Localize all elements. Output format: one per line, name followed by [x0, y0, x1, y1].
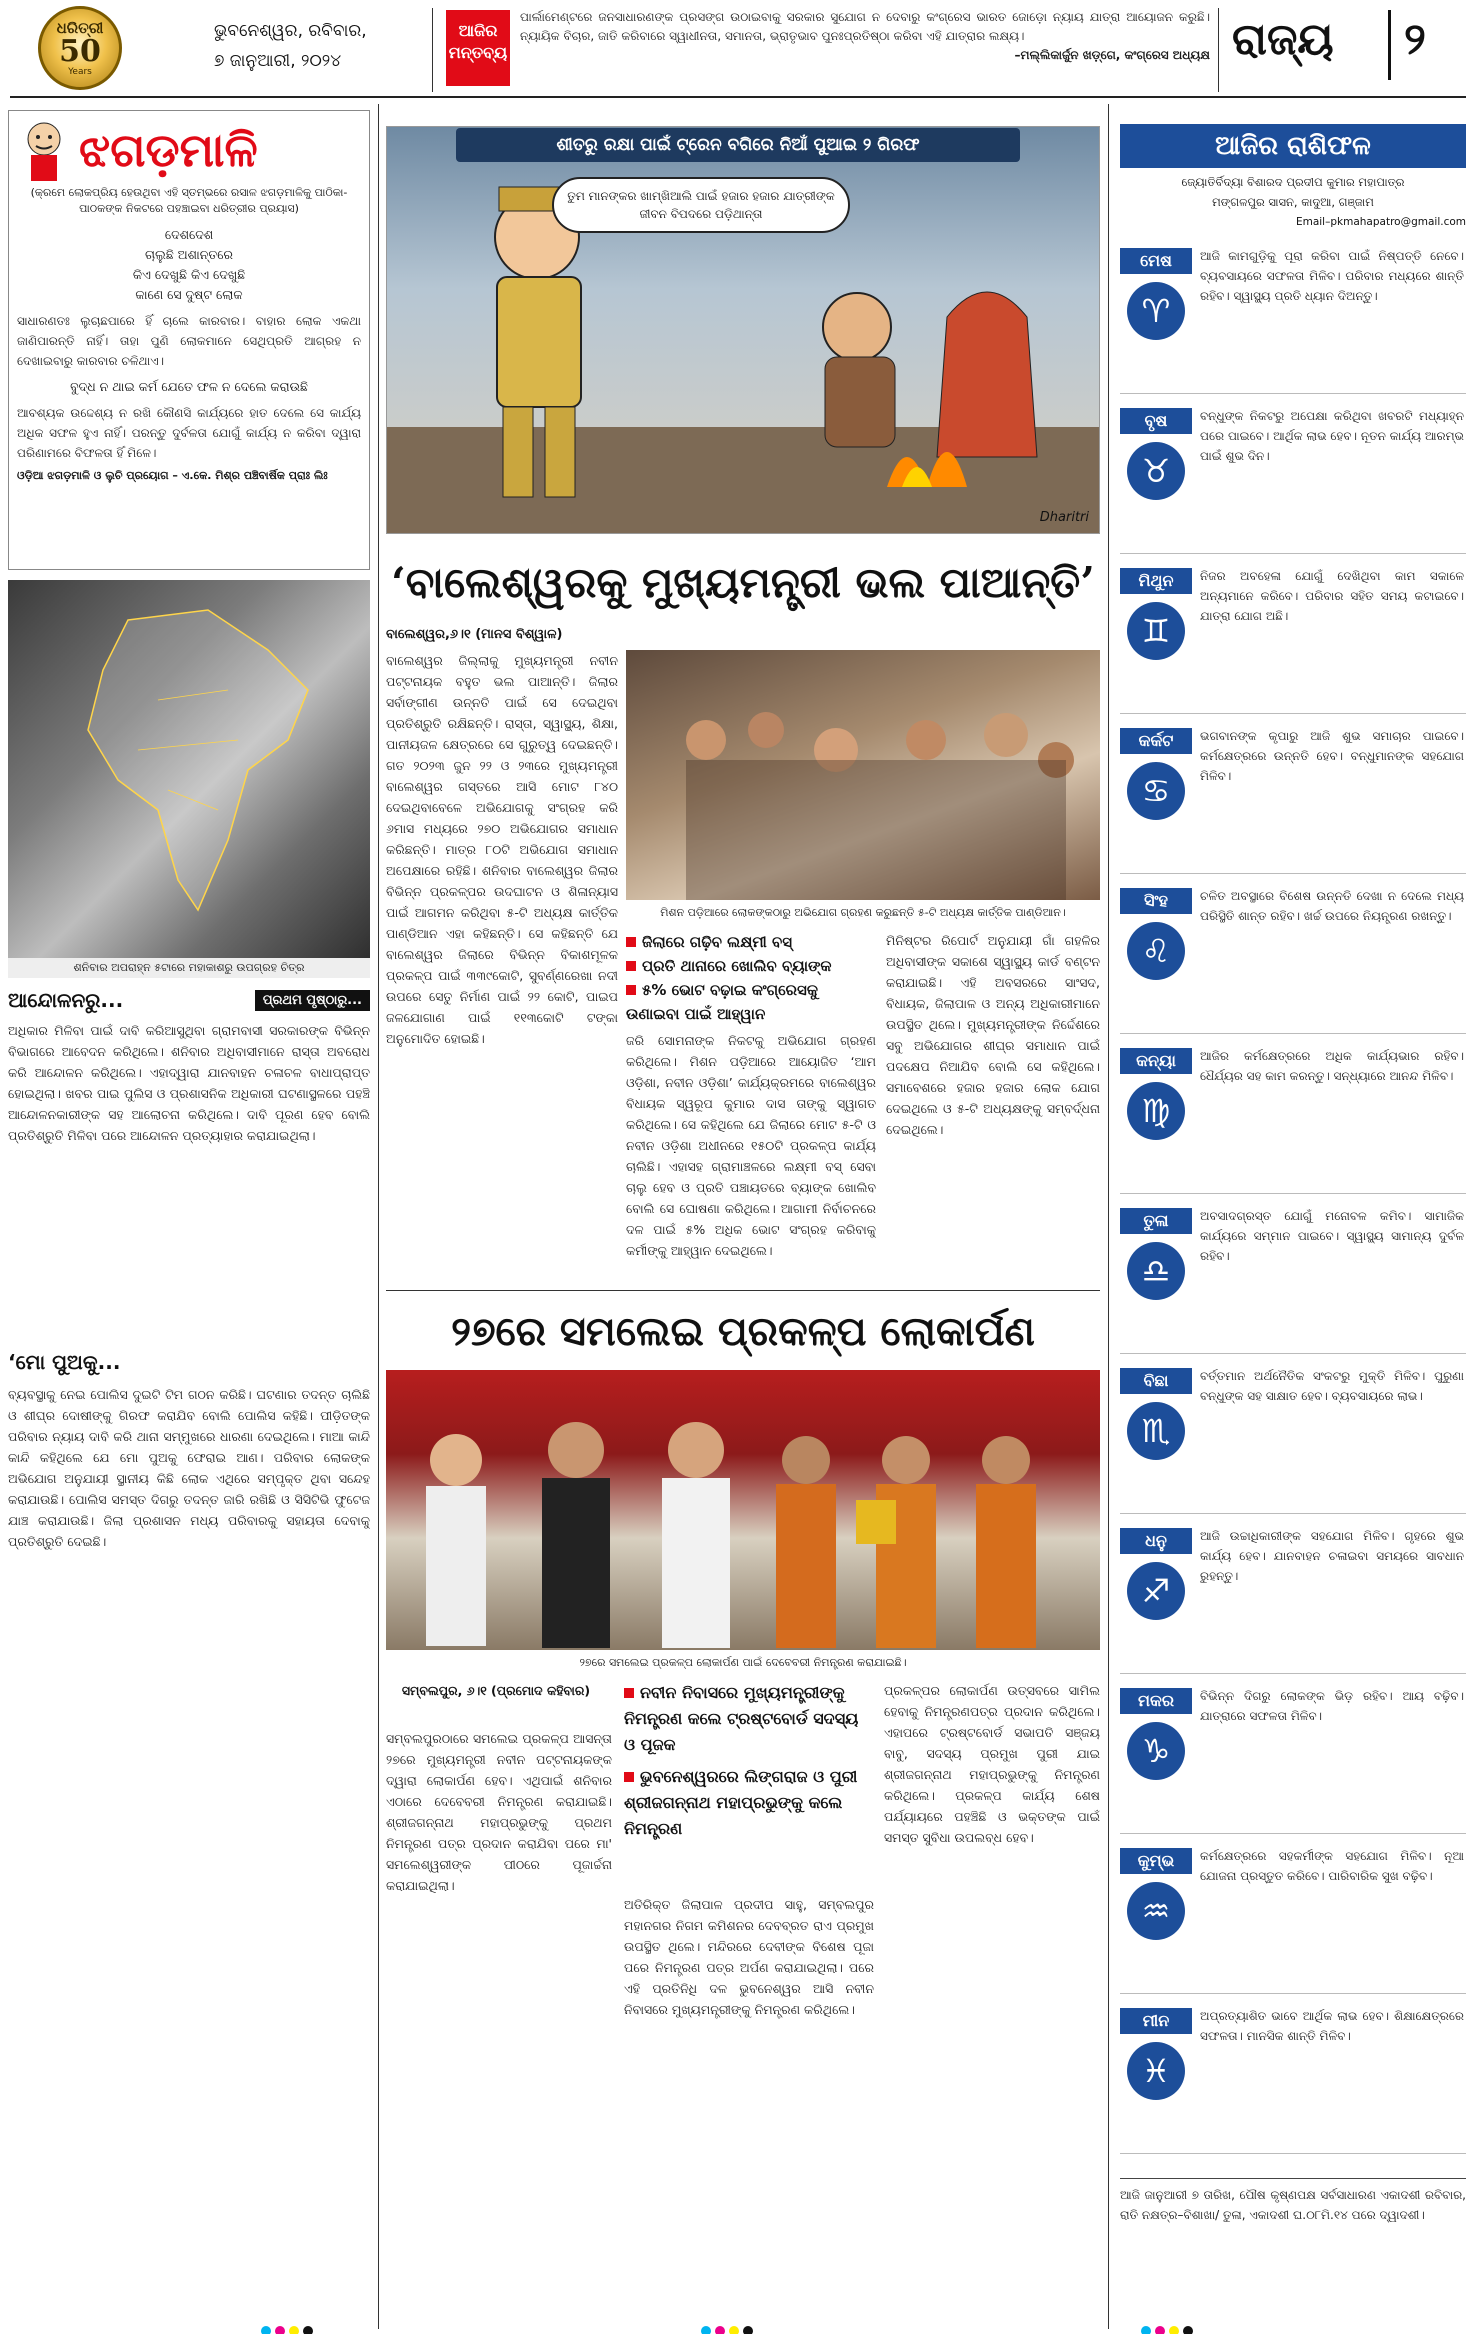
zodiac-symbol-icon: ♌	[1127, 922, 1185, 980]
rashi-name-label: ବୃଷ	[1120, 408, 1192, 434]
bullet-square-icon	[626, 961, 636, 971]
today-quote-tag	[446, 10, 510, 86]
jhagadamali-poem	[9, 219, 369, 311]
india-map-outline	[8, 580, 370, 960]
satellite-image[interactable]	[8, 580, 370, 960]
rashi-prediction-text: ଅପ୍ରତ୍ୟାଶିତ ଭାବେ ଆର୍ଥିକ ଲାଭ ହେବ। ଶିକ୍ଷାକ୍ଷେତ୍ରରେ ସଫଳତା। ମାନସିକ ଶାନ୍ତି ମିଳିବ।	[1200, 2009, 1464, 2043]
zodiac-symbol-icon: ♐	[1127, 1562, 1185, 1620]
print-registration-marks	[260, 2322, 320, 2334]
rashi-prediction-text: ବିଭିନ୍ନ ଦିଗରୁ ଲୋକଙ୍କ ଭିଡ଼ ରହିବ। ଆୟ ବଢ଼ିବ। ଯାତ୍ରାରେ ସଫଳତା ମିଳିବ।	[1200, 1689, 1464, 1723]
rashi-name-label: କୁମ୍ଭ	[1120, 1848, 1192, 1874]
horoscope-footer-panjika: ଆଜି ଜାନୁଆରୀ ୭ ତାରିଖ, ପୌଷ କୃଷ୍ଣପକ୍ଷ ସର୍ବସାଧାରଣ ଏକାଦଶୀ ରବିବାର, ରାତି ନକ୍ଷତ୍ର–ବିଶାଖା/ ତୁଳା, ଏକାଦଶୀ ଘ.୦୮ମି.୧୪ ପରେ ଦ୍ୱାଦଶୀ।	[1120, 2178, 1466, 2328]
quote-text: ପାର୍ଲାମେଣ୍ଟରେ ଜନସାଧାରଣଙ୍କ ପ୍ରସଙ୍ଗ ଉଠାଇବାକୁ ସରକାର ସୁଯୋଗ ନ ଦେବାରୁ କଂଗ୍ରେସ ଭାରତ ଜୋଡ଼ୋ ନ୍ୟାୟ ଯାତ୍ରା ଆୟୋଜନ କରୁଛି। ନ୍ୟାୟିକ ବିଚାର, ଜାତି କରିବାରେ ସ୍ୱାଧୀନତା, ସମାନତା, ଭ୍ରାତୃଭାବ ପୁନଃପ୍ରତିଷ୍ଠା କରିବା ଏହି ଯାତ୍ରାର ଲକ୍ଷ୍ୟ।	[520, 10, 1210, 43]
astrologer-email[interactable]: Email–pkmahapatro@gmail.com	[1295, 216, 1466, 228]
jhagadamali-title: ଝଗଡ଼ମାଳି	[79, 123, 258, 177]
today-quote	[520, 8, 1210, 88]
bullet-square-icon	[624, 1772, 634, 1782]
zodiac-symbol-icon: ♉	[1127, 442, 1185, 500]
dateline-date: ୭ ଜାନୁଆରୀ, ୨୦୨୪	[214, 51, 342, 71]
rashi-name-label: ବିଛା	[1120, 1368, 1192, 1394]
print-registration-marks	[1140, 2322, 1200, 2334]
main-story-col3: ମିନିଷ୍ଟର ରିପୋର୍ଟ ଅନୁଯାୟୀ ଗାଁ ଗହଳିର ଅଧିବାସୀଙ୍କ ସକାଶେ ସ୍ୱାସ୍ଥ୍ୟ କାର୍ଡ ବଣ୍ଟନ କରାଯାଇଛି। ଏହି ଅବସରରେ ସାଂସଦ, ବିଧାୟକ, ଜିଲାପାଳ ଓ ଅନ୍ୟ ଅଧିକାରୀମାନେ ଉପସ୍ଥିତ ଥିଲେ। ମୁଖ୍ୟମନ୍ତ୍ରୀଙ୍କ ନିର୍ଦ୍ଦେଶରେ ସବୁ ଅଭିଯୋଗର ଶୀଘ୍ର ସମାଧାନ ପାଇଁ ପଦକ୍ଷେପ ନିଆଯିବ ବୋଲି ସେ କହିଥିଲେ। ସମାବେଶରେ ହଜାର ହଜାର ଲୋକ ଯୋଗ ଦେଇଥିଲେ ଓ ୫-ଟି ଅଧ୍ୟକ୍ଷଙ୍କୁ ସମ୍ବର୍ଦ୍ଧନା ଦେଇଥିଲେ।	[886, 933, 1100, 1137]
rashi-name-label: କନ୍ୟା	[1120, 1048, 1192, 1074]
rashi-row	[1120, 400, 1466, 554]
jhagadamali-para2: ଆବଶ୍ୟକ ଉଦ୍ଦେଶ୍ୟ ନ ରଖି କୌଣସି କାର୍ଯ୍ୟରେ ହାତ ଦେଲେ ସେ କାର୍ଯ୍ୟ ଅଧିକ ସଫଳ ହୁଏ ନାହିଁ। ପରନ୍ତୁ ଦୁର୍ବଳତା ଯୋଗୁଁ କାର୍ଯ୍ୟ ନ କରିବା ଦ୍ୱାରା ପରିଣାମରେ ବିଫଳତା ହିଁ ମିଳେ।	[17, 406, 361, 460]
rashi-name-label: ମକର	[1120, 1688, 1192, 1714]
main-story-bullets	[626, 930, 876, 1026]
rashi-prediction-text: ବନ୍ଧୁଙ୍କ ନିକଟରୁ ଅପେକ୍ଷା କରିଥିବା ଖବରଟି ମଧ୍ୟାହ୍ନ ପରେ ପାଇବେ। ଆର୍ଥିକ ଲାଭ ହେବ। ନୂତନ କାର୍ଯ୍ୟ ଆରମ୍ଭ ପାଇଁ ଶୁଭ ଦିନ।	[1200, 409, 1464, 463]
samaleswari-photo-caption: ୨୭ରେ ସମଲେଇ ପ୍ରକଳ୍ପ ଲୋକାର୍ପଣ ପାଇଁ ଦେବେବରୀ ନିମନ୍ତ୍ରଣ କରାଯାଇଛି।	[579, 1656, 907, 1669]
horoscope-signs-list	[1120, 240, 1466, 2170]
print-registration-marks	[700, 2322, 760, 2334]
samaleswari-col1: ସମ୍ବଲପୁରଠାରେ ସମଲେଇ ପ୍ରକଳ୍ପ ଆସନ୍ତା ୨୭ରେ ମୁଖ୍ୟମନ୍ତ୍ରୀ ନବୀନ ପଟ୍ଟନାୟକଙ୍କ ଦ୍ୱାରା ଲୋକାର୍ପଣ ହେବ। ଏଥିପାଇଁ ଶନିବାର ଏଠାରେ ଦେବେବରୀ ନିମନ୍ତ୍ରଣ କରାଯାଇଛି। ଶ୍ରୀଜଗନ୍ନାଥ ମହାପ୍ରଭୁଙ୍କୁ ପ୍ରଥମ ନିମନ୍ତ୍ରଣ ପତ୍ର ପ୍ରଦାନ କରାଯିବା ପରେ ମା' ସମଲେଶ୍ୱରୀଙ୍କ ପୀଠରେ ପୂଜାର୍ଚ୍ଚନା କରାଯାଇଥିଲା।	[386, 1731, 612, 1893]
zodiac-symbol-icon: ♊	[1127, 602, 1185, 660]
rashi-prediction-text: ବର୍ତ୍ତମାନ ଅର୍ଥନୈତିକ ସଂକଟରୁ ମୁକ୍ତି ମିଳିବ। ପୁରୁଣା ବନ୍ଧୁଙ୍କ ସହ ସାକ୍ଷାତ ହେବ। ବ୍ୟବସାୟରେ ଲାଭ।	[1200, 1369, 1464, 1403]
bullet-square-icon	[624, 1688, 634, 1698]
seated-man-figure	[823, 293, 895, 447]
rashi-row	[1120, 1680, 1466, 1834]
left-story2-body: ବ୍ୟବସ୍ଥାକୁ ନେଇ ପୋଲିସ ଦୁଇଟି ଟିମ ଗଠନ କରିଛି। ଘଟଣାର ତଦନ୍ତ ଚାଲିଛି ଓ ଶୀଘ୍ର ଦୋଷୀଙ୍କୁ ଗିରଫ କରାଯିବ ବୋଲି ପୋଲିସ କହିଛି। ପୀଡ଼ିତଙ୍କ ପରିବାର ନ୍ୟାୟ ଦାବି କରି ଥାନା ସମ୍ମୁଖରେ ଧାରଣା ଦେଇଥିଲେ। ମାଆ କାନ୍ଦି କାନ୍ଦି କହିଥିଲେ ଯେ ମୋ ପୁଅକୁ ଫେରାଇ ଆଣ। ପରିବାର ଲୋକଙ୍କ ଅଭିଯୋଗ ଅନୁଯାୟୀ ସ୍ଥାନୀୟ କିଛି ଲୋକ ଏଥିରେ ସମ୍ପୃକ୍ତ ଥିବା ସନ୍ଦେହ କରାଯାଉଛି। ପୋଲିସ ସମସ୍ତ ଦିଗରୁ ତଦନ୍ତ ଜାରି ରଖିଛି ଓ ସିସିଟିଭି ଫୁଟେଜ ଯାଞ୍ଚ କରାଯାଉଛି। ଜିଲା ପ୍ରଶାସନ ମଧ୍ୟ ପରିବାରକୁ ସହାୟତା ଦେବାକୁ ପ୍ରତିଶ୍ରୁତି ଦେଇଛି।	[8, 1387, 370, 1549]
cartoon-panel[interactable]	[386, 126, 1100, 534]
zodiac-symbol-icon: ♋	[1127, 762, 1185, 820]
jhagadamali-poem2: ବୁଦ୍ଧ ନ ଥାଇ କର୍ମ ଯେତେ ଫଳ ନ ଦେଲେ କରାଉଛି	[70, 379, 308, 394]
bullet-item: ଭୁବନେଶ୍ୱରରେ ଲିଙ୍ଗରାଜ ଓ ପୁରୀ ଶ୍ରୀଜଗନ୍ନାଥ ମହାପ୍ରଭୁଙ୍କୁ କଲେ ନିମନ୍ତ୍ରଣ	[624, 1767, 858, 1838]
bullet-item: ପ୍ରତି ଥାନାରେ ଖୋଲିବ ବ୍ୟାଙ୍କ	[626, 954, 876, 978]
quote-author: –ମଲ୍ଲିକାର୍ଜୁନ ଖଡ଼୍ଗେ, କଂଗ୍ରେସ ଅଧ୍ୟକ୍ଷ	[1014, 48, 1210, 62]
samaleswari-col3: ପ୍ରକଳ୍ପର ଲୋକାର୍ପଣ ଉତ୍ସବରେ ସାମିଲ ହେବାକୁ ନିମନ୍ତ୍ରଣପତ୍ର ପ୍ରଦାନ କରିଥିଲେ। ଏହାପରେ ଟ୍ରଷ୍ଟବୋର୍ଡ ସଭାପତି ସଞ୍ଜୟ ବାବୁ, ସଦସ୍ୟ ପ୍ରମୁଖ ପୁରୀ ଯାଇ ଶ୍ରୀଜଗନ୍ନାଥ ମହାପ୍ରଭୁଙ୍କୁ ନିମନ୍ତ୍ରଣ କରିଥିଲେ। ପ୍ରକଳ୍ପ କାର୍ଯ୍ୟ ଶେଷ ପର୍ଯ୍ୟାୟରେ ପହଞ୍ଚିଛି ଓ ଭକ୍ତଙ୍କ ପାଇଁ ସମସ୍ତ ସୁବିଧା ଉପଲବ୍ଧ ହେବ।	[884, 1683, 1100, 1845]
main-story-dateline: ବାଲେଶ୍ୱର,୬।୧ (ମାନସ ବିଶ୍ୱାଳ)	[386, 627, 563, 642]
poem-line: ଦେଶଦେଶ	[164, 227, 214, 242]
samaleswari-photo[interactable]	[386, 1370, 1100, 1650]
left-story-header	[8, 984, 370, 1016]
jhagadamali-credit: ଓଡ଼ିଆ ଝଗଡ଼ମାଳି ଓ ଲୁଚି ପ୍ରୟୋଗ – ଏ.କେ. ମିଶ୍ର ପଞ୍ଚିବାର୍ଷିକ ପ୍ରାଃ ଲିଃ	[17, 469, 328, 482]
zodiac-symbol-icon: ♎	[1127, 1242, 1185, 1300]
samaleswari-col2: ଅତିରିକ୍ତ ଜିଲାପାଳ ପ୍ରଦୀପ ସାହୁ, ସମ୍ବଲପୁର ମହାନଗର ନିଗମ କମିଶନର ଦେବବ୍ରତ ରାଏ ପ୍ରମୁଖ ଉପସ୍ଥିତ ଥିଲେ। ମନ୍ଦିରରେ ଦେବୀଙ୍କ ବିଶେଷ ପୂଜା ପରେ ନିମନ୍ତ୍ରଣ ପତ୍ର ଅର୍ପଣ କରାଯାଇଥିଲା। ପରେ ଏହି ପ୍ରତିନିଧି ଦଳ ଭୁବନେଶ୍ୱର ଆସି ନବୀନ ନିବାସରେ ମୁଖ୍ୟମନ୍ତ୍ରୀଙ୍କୁ ନିମନ୍ତ୍ରଣ କରିଥିଲେ।	[624, 1897, 874, 2017]
rashi-row	[1120, 880, 1466, 1034]
dharitri-50-years-logo[interactable]	[38, 6, 122, 90]
poem-line: କିଏ ଦେଖୁଛି କିଏ ଦେଖୁଛି	[132, 267, 246, 282]
continued-from-front-tag: ପ୍ରଥମ ପୃଷ୍ଠାରୁ...	[255, 990, 370, 1011]
cartoon-speech-bubble: ତୁମ ମାନଙ୍କର ଖାମ୍ଖିଆଲି ପାଇଁ ହଜାର ହଜାର ଯାତ୍ରୀଙ୍କ ଜୀବନ ବିପଦରେ ପଡ଼ିଥାନ୍ତା	[552, 177, 850, 233]
zodiac-symbol-icon: ♒	[1127, 1882, 1185, 1940]
page-number: ୨	[1404, 14, 1426, 65]
rashi-row	[1120, 1200, 1466, 1354]
rashi-name-label: ମିଥୁନ	[1120, 568, 1192, 594]
bullet-square-icon	[626, 985, 636, 995]
section-name: ରାଜ୍ୟ	[1232, 14, 1334, 65]
logo-brand-text: ଧରିତ୍ରୀ	[56, 19, 104, 37]
rashi-name-label: ଧନୁ	[1120, 1528, 1192, 1554]
astrologer-name: ଜ୍ୟୋତିର୍ବିଦ୍ୟା ବିଶାରଦ ପ୍ରଦୀପ କୁମାର ମହାପାତ୍ର	[1181, 175, 1405, 189]
logo-years-label: Years	[68, 67, 92, 77]
main-story-col1: ବାଲେଶ୍ୱର ଜିଲ୍ଲାକୁ ମୁଖ୍ୟମନ୍ତ୍ରୀ ନବୀନ ପଟ୍ଟନାୟକ ବହୁତ ଭଲ ପାଆନ୍ତି। ଜିଲାର ସର୍ବାଙ୍ଗୀଣ ଉନ୍ନତି ପାଇଁ ସେ ଦେଇଥିବା ପ୍ରତିଶ୍ରୁତି ରକ୍ଷିଛନ୍ତି। ରାସ୍ତା, ସ୍ୱାସ୍ଥ୍ୟ, ଶିକ୍ଷା, ପାନୀୟଜଳ କ୍ଷେତ୍ରରେ ସେ ଗୁରୁତ୍ୱ ଦେଇଛନ୍ତି। ଗତ ୨୦୨୩ ଜୁନ ୨୨ ଓ ୨୩ରେ ମୁଖ୍ୟମନ୍ତ୍ରୀ ବାଲେଶ୍ୱର ଗସ୍ତରେ ଆସି ମୋଟ ୮୪୦ ଦେଇଥିବାବେଳେ ଅଭିଯୋଗକୁ ସଂଗ୍ରହ କରି ୬ମାସ ମଧ୍ୟରେ ୨୭୦ ଅଭିଯୋଗର ସମାଧାନ କରିଛନ୍ତି। ମାତ୍ର ୮୦ଟି ଅଭିଯୋଗ ସମାଧାନ ଅପେକ୍ଷାରେ ରହିଛି। ଶନିବାର ବାଲେଶ୍ୱର ଜିଲାର ବିଭିନ୍ନ ପ୍ରକଳ୍ପର ଉଦଘାଟନ ଓ ଶିଳାନ୍ୟାସ ପାଇଁ ଆଗମନ କରିଥିବା ୫-ଟି ଅଧ୍ୟକ୍ଷ କାର୍ତ୍ତିକ ପାଣ୍ଡିଆନ ଏହା କହିଛନ୍ତି। ସେ କହିଛନ୍ତି ଯେ ବାଲେଶ୍ୱର ଜିଲାରେ ବିଭିନ୍ନ ବିକାଶମୂଳକ ପ୍ରକଳ୍ପ ପାଇଁ ୩୩୯କୋଟି, ସୁବର୍ଣ୍ଣରେଖା ନଦୀ ଉପରେ ସେତୁ ନିର୍ମାଣ ପାଇଁ ୨୨ କୋଟି, ପାଇପ ଜଳଯୋଗାଣ ପାଇଁ ୧୧୩କୋଟି ଟଙ୍କା ଅନୁମୋଦିତ ହୋଇଛି।	[386, 653, 618, 1046]
dateline	[214, 16, 434, 86]
poem-line: ଚାଲୁଛି ଅଶାନ୍ତରେ	[144, 247, 233, 262]
rashi-name-label: କର୍କଟ	[1120, 728, 1192, 754]
bullet-square-icon	[626, 937, 636, 947]
rashi-row	[1120, 1040, 1466, 1194]
samaleswari-bullets	[624, 1680, 874, 1880]
main-story-photo[interactable]	[626, 650, 1100, 900]
samaleswari-headline: ୨୭ରେ ସମଲେଇ ପ୍ରକଳ୍ପ ଲୋକାର୍ପଣ	[451, 1308, 1035, 1355]
rashi-row	[1120, 1360, 1466, 1514]
left-story-body: ଅଧିକାର ମିଳିବା ପାଇଁ ଦାବି କରିଆସୁଥିବା ଗ୍ରାମବାସୀ ସରକାରଙ୍କ ବିଭିନ୍ନ ବିଭାଗରେ ଆବେଦନ କରିଥିଲେ। ଶନିବାର ଅଧିବାସୀମାନେ ରାସ୍ତା ଅବରୋଧ କରି ଆନ୍ଦୋଳନ କରିଥିଲେ। ଏହାଦ୍ୱାରା ଯାନବାହନ ଚଳାଚଳ ବାଧାପ୍ରାପ୍ତ ହୋଇଥିଲା। ଖବର ପାଇ ପୁଲିସ ଓ ପ୍ରଶାସନିକ ଅଧିକାରୀ ଘଟଣାସ୍ଥଳରେ ପହଞ୍ଚି ଆନ୍ଦୋଳନକାରୀଙ୍କ ସହ ଆଲୋଚନା କରିଥିଲେ। ଦାବି ପୂରଣ ହେବ ବୋଲି ପ୍ରତିଶ୍ରୁତି ମିଳିବା ପରେ ଆନ୍ଦୋଳନ ପ୍ରତ୍ୟାହାର କରାଯାଇଥିଲା।	[8, 1023, 370, 1143]
rashi-prediction-text: ଆଜି ଉଚ୍ଚାଧିକାରୀଙ୍କ ସହଯୋଗ ମିଳିବ। ଗୃହରେ ଶୁଭ କାର୍ଯ୍ୟ ହେବ। ଯାନବାହନ ଚଳାଇବା ସମୟରେ ସାବଧାନ ରୁହନ୍ତୁ।	[1200, 1529, 1464, 1583]
dignitaries-photo-illustration	[386, 1370, 1100, 1650]
zodiac-symbol-icon: ♏	[1127, 1402, 1185, 1460]
cartoon-headline: ଶୀତରୁ ରକ୍ଷା ପାଇଁ ଟ୍ରେନ ବଗିରେ ନିଆଁ ପୁଆଇ ୨ ଗିରଫ	[456, 128, 1020, 162]
jhagadamali-para1: ସାଧାରଣତଃ ଲୁଚାଛପାରେ ହିଁ ଚାଲେ କାରବାର। ବାହାର ଲୋକ ଏକଥା ଜାଣିପାରନ୍ତି ନାହିଁ। ତାହା ପୁଣି ଲୋକମାନେ ସେଥିପ୍ରତି ଆଗ୍ରହ ନ ଦେଖାଇବାରୁ କାରବାର ଚଳିଥାଏ।	[17, 314, 361, 368]
logo-years-number: 50	[59, 34, 101, 69]
left-story-title: ଆନ୍ଦୋଳନରୁ...	[8, 988, 124, 1012]
bullet-item: ୫% ଭୋଟ ବଢ଼ାଇ କଂଗ୍ରେସକୁ ଉଣାଇବା ପାଇଁ ଆହ୍ୱାନ	[626, 981, 818, 1023]
seated-woman-figure	[937, 292, 1037, 457]
jhagadamali-cartoon-icon	[17, 117, 71, 183]
rashi-prediction-text: ଚଳିତ ଅବସ୍ଥାରେ ବିଶେଷ ଉନ୍ନତି ଦେଖା ନ ଦେଲେ ମଧ୍ୟ ପରିସ୍ଥିତି ଶାନ୍ତ ରହିବ। ଖର୍ଚ୍ଚ ଉପରେ ନିୟନ୍ତ୍ରଣ ରଖନ୍ତୁ।	[1200, 889, 1464, 923]
zodiac-symbol-icon: ♈	[1127, 282, 1185, 340]
zodiac-symbol-icon: ♓	[1127, 2042, 1185, 2100]
rashi-prediction-text: ଭଗବାନଙ୍କ କୃପାରୁ ଆଜି ଶୁଭ ସମାଚାର ପାଇବେ। କର୍ମକ୍ଷେତ୍ରରେ ଉନ୍ନତି ହେବ। ବନ୍ଧୁମାନଙ୍କ ସହଯୋଗ ମିଳିବ।	[1200, 729, 1464, 783]
rashi-name-label: ମୀନ	[1120, 2008, 1192, 2034]
jhagadamali-box	[8, 110, 370, 570]
rashi-row	[1120, 2000, 1466, 2154]
rashi-row	[1120, 720, 1466, 874]
main-story-col2: ଜରି ସୋମନାଙ୍କ ନିକଟକୁ ଅଭିଯୋଗ ଗ୍ରହଣ କରିଥିଲେ। ମିଶନ ପଡ଼ିଆରେ ଆୟୋଜିତ ‘ଆମ ଓଡ଼ିଶା, ନବୀନ ଓଡ଼ିଶା’ କାର୍ଯ୍ୟକ୍ରମରେ ବାଲେଶ୍ୱର ବିଧାୟକ ସ୍ୱରୂପ କୁମାର ଦାସ ତାଙ୍କୁ ସ୍ୱାଗତ କରିଥିଲେ। ସେ କହିଥିଲେ ଯେ ଜିଲାରେ ମୋଟ ୫-ଟି ଓ ନବୀନ ଓଡ଼ିଶା ଅଧୀନରେ ୧୫୦ଟି ପ୍ରକଳ୍ପ କାର୍ଯ୍ୟ ଚାଲିଛି। ଏହାସହ ଗ୍ରାମାଞ୍ଚଳରେ ଲକ୍ଷ୍ମୀ ବସ୍ ସେବା ଚାଲୁ ହେବ ଓ ପ୍ରତି ପଞ୍ଚାୟତରେ ବ୍ୟାଙ୍କ ଖୋଲିବ ବୋଲି ସେ ଘୋଷଣା କରିଥିଲେ। ଆଗାମୀ ନିର୍ବାଚନରେ ଦଳ ପାଇଁ ୫% ଅଧିକ ଭୋଟ ସଂଗ୍ରହ କରିବାକୁ କର୍ମୀଙ୍କୁ ଆହ୍ୱାନ ଦେଇଥିଲେ।	[626, 1033, 876, 1258]
rashi-prediction-text: ଆଜି କାମଗୁଡ଼ିକୁ ପୂରା କରିବା ପାଇଁ ନିଷ୍ପତ୍ତି ନେବେ। ବ୍ୟବସାୟରେ ସଫଳତା ମିଳିବ। ପରିବାର ମଧ୍ୟରେ ଶାନ୍ତି ରହିବ। ସ୍ୱାସ୍ଥ୍ୟ ପ୍ରତି ଧ୍ୟାନ ଦିଅନ୍ତୁ।	[1200, 249, 1464, 303]
rashi-prediction-text: ନିଜର ଅବହେଳା ଯୋଗୁଁ ଦେଖିଥିବା କାମ ସକାଳେ ଅନ୍ୟମାନେ କରିବେ। ପରିବାର ସହିତ ସମୟ କଟାଇବେ। ଯାତ୍ରା ଯୋଗ ଅଛି।	[1200, 569, 1464, 623]
zodiac-symbol-icon: ♍	[1127, 1082, 1185, 1140]
rashi-name-label: ମେଷ	[1120, 248, 1192, 274]
rashi-prediction-text: ଅବସାଦଗ୍ରସ୍ତ ଯୋଗୁଁ ମନୋବଳ କମିବ। ସାମାଜିକ କାର୍ଯ୍ୟରେ ସମ୍ମାନ ପାଇବେ। ସ୍ୱାସ୍ଥ୍ୟ ସାମାନ୍ୟ ଦୁର୍ବଳ ରହିବ।	[1200, 1209, 1464, 1263]
satellite-caption: ଶନିବାର ଅପରାହ୍ନ ୫ଟାରେ ମହାକାଶରୁ ଉପଗ୍ରହ ଚିତ୍ର	[8, 958, 370, 978]
samaleswari-dateline: ସମ୍ବଲପୁର, ୬।୧ (ପ୍ରମୋଦ କହିବାର)	[401, 1683, 591, 1698]
main-story-headline: ‘ବାଲେଶ୍ୱରକୁ ମୁଖ୍ୟମନ୍ତ୍ରୀ ଭଲ ପାଆନ୍ତି’	[391, 558, 1095, 607]
poem-line: କାଣେ ସେ ଦୁଷ୍ଟ ଲୋକ	[135, 287, 243, 302]
main-story-photo-caption: ମିଶନ ପଡ଼ିଆରେ ଲୋକଙ୍କଠାରୁ ଅଭିଯୋଗ ଗ୍ରହଣ କରୁଛନ୍ତି ୫-ଟି ଅଧ୍ୟକ୍ଷ କାର୍ତ୍ତିକ ପାଣ୍ଡିଆନ।	[660, 906, 1066, 919]
astrologer-address: ମଙ୍ଗଳପୁର ସାସନ, କାଦୁଆ, ଗଞ୍ଜାମ	[1212, 195, 1374, 209]
rashi-name-label: ତୁଳା	[1120, 1208, 1192, 1234]
rashi-row	[1120, 1840, 1466, 1994]
bullet-item: ଜିଲାରେ ଗଢ଼ିବ ଲକ୍ଷ୍ମୀ ବସ୍	[626, 930, 876, 954]
rashi-row	[1120, 240, 1466, 394]
quote-tag-line1: ଆଜିର	[458, 21, 498, 40]
cartoon-signature: Dharitri	[1039, 510, 1089, 525]
horoscope-byline	[1120, 172, 1466, 236]
rashi-row	[1120, 1520, 1466, 1674]
dateline-day: ଭୁବନେଶ୍ୱର, ରବିବାର,	[214, 21, 367, 41]
zodiac-symbol-icon: ♑	[1127, 1722, 1185, 1780]
rashi-name-label: ସିଂହ	[1120, 888, 1192, 914]
rashi-prediction-text: ଆଜିର କର୍ମକ୍ଷେତ୍ରରେ ଅଧିକ କାର୍ଯ୍ୟଭାର ରହିବ। ଧୈର୍ଯ୍ୟର ସହ କାମ କରନ୍ତୁ। ସନ୍ଧ୍ୟାରେ ଆନନ୍ଦ ମିଳିବ।	[1200, 1049, 1464, 1083]
rashi-prediction-text: କର୍ମକ୍ଷେତ୍ରରେ ସହକର୍ମୀଙ୍କ ସହଯୋଗ ମିଳିବ। ନୂଆ ଯୋଜନା ପ୍ରସ୍ତୁତ କରିବେ। ପାରିବାରିକ ସୁଖ ବଢ଼ିବ।	[1200, 1849, 1464, 1883]
crowd-photo-illustration	[626, 650, 1100, 900]
jhagadamali-subtitle: (କ୍ରମେ ଲୋକପ୍ରିୟ ହେଉଥିବା ଏହି ସ୍ତମ୍ଭରେ ରସାଳ ଝଗଡ଼ମାଳିକୁ ପାଠିକା-ପାଠକଙ୍କ ନିକଟରେ ପହଞ୍ଚାଇବା ଧରିତ୍ରୀର ପ୍ରୟାସ)	[30, 186, 348, 215]
quote-tag-line2: ମନ୍ତବ୍ୟ	[448, 43, 508, 62]
bullet-item: ନବୀନ ନିବାସରେ ମୁଖ୍ୟମନ୍ତ୍ରୀଙ୍କୁ ନିମନ୍ତ୍ରଣ କଲେ ଟ୍ରଷ୍ଟବୋର୍ଡ ସଦସ୍ୟ ଓ ପୂଜକ	[624, 1683, 859, 1754]
left-story2-title: ‘ମୋ ପୁଅକୁ...	[8, 1350, 121, 1374]
rashi-row	[1120, 560, 1466, 714]
horoscope-title: ଆଜିର ରାଶିଫଳ	[1120, 124, 1466, 168]
